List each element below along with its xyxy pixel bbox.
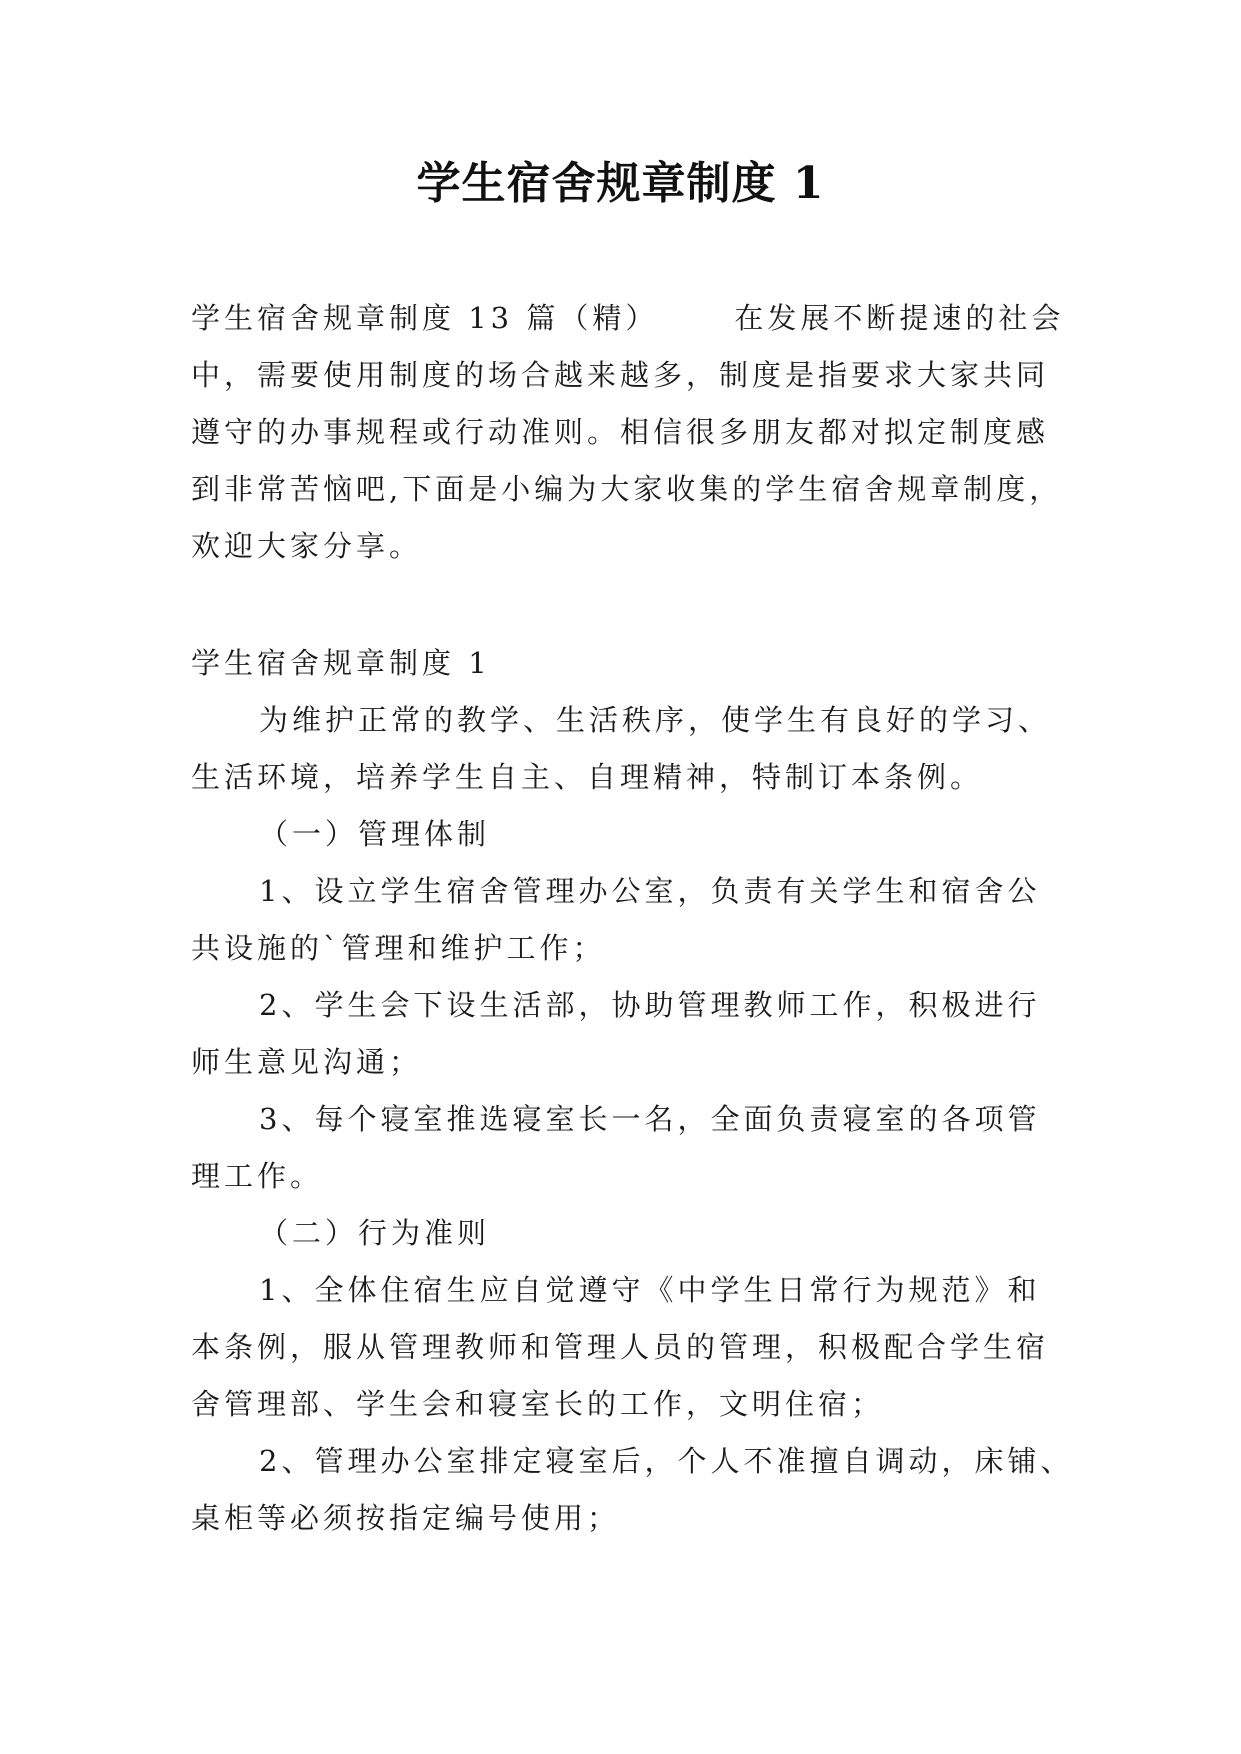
content-line-13: 舍管理部、学生会和寝室长的工作，文明住宿； xyxy=(191,1387,885,1421)
intro-line-4: 到非常苦恼吧,下面是小编为大家收集的学生宿舍规章制度， xyxy=(191,472,1063,506)
section-heading: 学生宿舍规章制度 1 xyxy=(191,646,491,680)
content-line-1: 为维护正常的教学、生活秩序，使学生有良好的学习、 xyxy=(259,703,1052,737)
content-line-6: 2、学生会下设生活部，协助管理教师工作，积极进行 xyxy=(259,988,1041,1022)
content-line-7: 师生意见沟通； xyxy=(191,1045,423,1079)
intro-line-3: 遵守的办事规程或行动准则。相信很多朋友都对拟定制度感 xyxy=(191,415,1050,449)
intro-line-1 xyxy=(191,290,1071,347)
subheading-conduct: （二）行为准则 xyxy=(259,1216,491,1250)
intro-line-5: 欢迎大家分享。 xyxy=(191,529,423,563)
content-line-14: 2、管理办公室排定寝室后，个人不准擅自调动，床铺、 xyxy=(259,1444,1074,1478)
intro-line-1a: 学生宿舍规章制度 13 篇（精） xyxy=(191,301,659,335)
content-line-11: 1、全体住宿生应自觉遵守《中学生日常行为规范》和 xyxy=(259,1273,1041,1307)
content-line-8: 3、每个寝室推选寝室长一名，全面负责寝室的各项管 xyxy=(259,1102,1041,1136)
section-content xyxy=(191,635,1074,1547)
intro-line-2: 中，需要使用制度的场合越来越多，制度是指要求大家共同 xyxy=(191,358,1050,392)
intro-line-1b: 在发展不断提速的社会 xyxy=(734,301,1065,335)
intro-paragraph xyxy=(191,290,1071,575)
subheading-management: （一）管理体制 xyxy=(259,817,491,851)
content-line-5: 共设施的`管理和维护工作； xyxy=(191,931,606,965)
content-line-2: 生活环境，培养学生自主、自理精神，特制订本条例。 xyxy=(191,760,984,794)
content-line-4: 1、设立学生宿舍管理办公室，负责有关学生和宿舍公 xyxy=(259,874,1041,908)
page-title: 学生宿舍规章制度 1 xyxy=(416,158,825,209)
content-line-12: 本条例，服从管理教师和管理人员的管理，积极配合学生宿 xyxy=(191,1330,1050,1364)
content-line-15: 桌柜等必须按指定编号使用； xyxy=(191,1501,621,1535)
content-line-9: 理工作。 xyxy=(191,1159,324,1193)
